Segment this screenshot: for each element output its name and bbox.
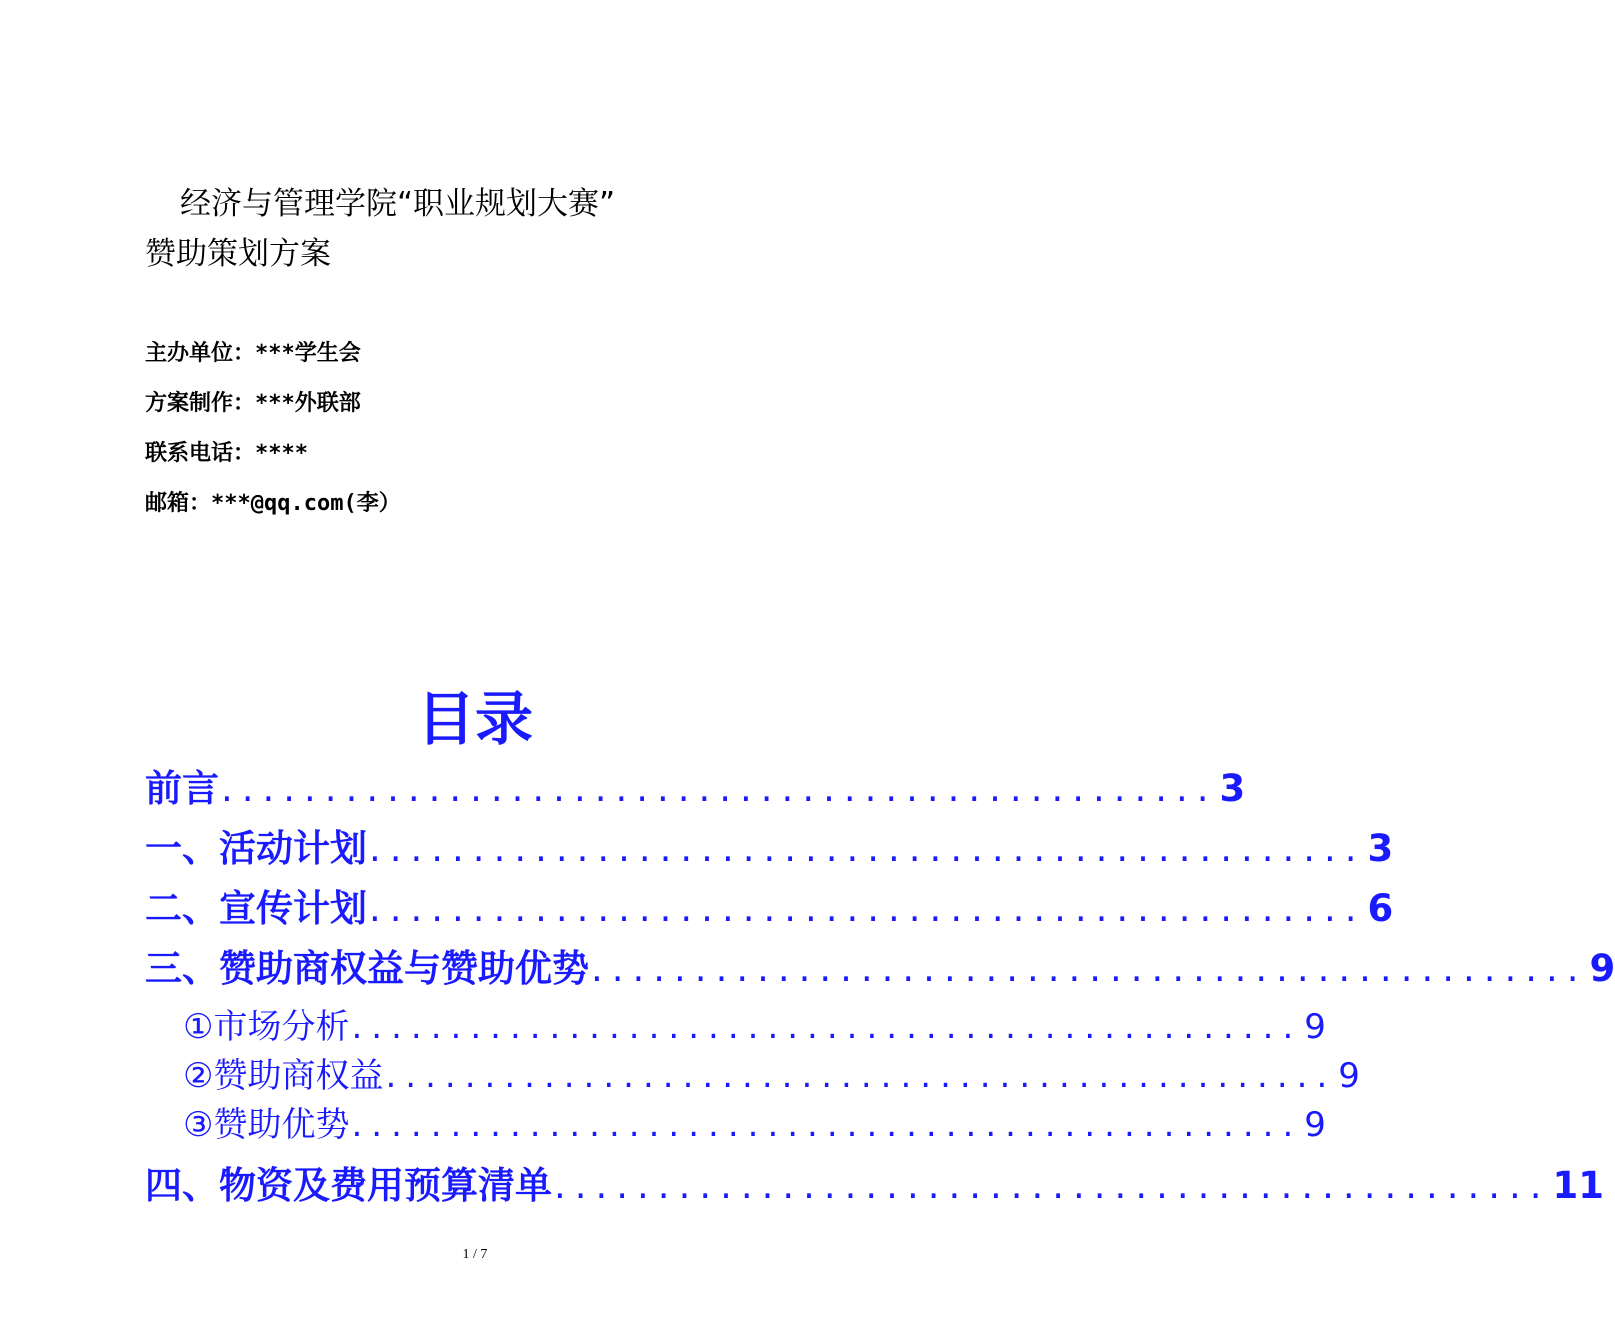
toc-entry-text: 三、赞助商权益与赞助优势 — [145, 947, 589, 990]
toc-entry-text: 二、宣传计划 — [145, 887, 367, 930]
toc-entry-text: 一、活动计划 — [145, 827, 367, 870]
toc-entry-budget-list[interactable] — [145, 1155, 1605, 1209]
info-producer-value: ***外联部 — [255, 391, 361, 416]
toc-entry-page: 11 — [1552, 1164, 1605, 1207]
toc-entry-market-analysis[interactable] — [183, 999, 1326, 1048]
document-title-line2: 赞助策划方案 — [145, 236, 331, 272]
info-phone-label: 联系电话： — [145, 441, 256, 466]
toc-entry-page: 3 — [1367, 827, 1394, 870]
toc-leader-dots: ................................................ — [351, 1105, 1303, 1145]
info-phone — [145, 436, 308, 467]
info-email-value: ***@qq.com(李） — [211, 491, 401, 516]
info-email — [145, 486, 401, 517]
toc-entry-sponsor-rights[interactable] — [145, 938, 1615, 992]
toc-entry-text: ①市场分析 — [183, 1007, 350, 1047]
toc-leader-dots: ................................................ — [554, 1164, 1551, 1207]
toc-leader-dots: ................................................ — [591, 947, 1588, 990]
info-organizer — [145, 336, 361, 367]
toc-entry-activity-plan[interactable] — [145, 818, 1394, 872]
toc-entry-sponsor-advantages[interactable] — [183, 1097, 1326, 1146]
toc-entry-publicity-plan[interactable] — [145, 878, 1394, 932]
document-title-line1: 经济与管理学院“职业规划大赛” — [180, 186, 616, 222]
toc-entry-sponsor-benefits[interactable] — [183, 1048, 1360, 1097]
info-producer-label: 方案制作： — [145, 391, 256, 416]
toc-heading: 目录 — [416, 685, 533, 753]
info-organizer-value: ***学生会 — [255, 341, 361, 366]
toc-leader-dots: ................................................ — [369, 887, 1366, 930]
toc-entry-page: 3 — [1219, 767, 1246, 810]
page-number: 1 / 7 — [462, 1247, 488, 1262]
toc-entry-page: 6 — [1367, 887, 1394, 930]
toc-entry-page: 9 — [1338, 1056, 1360, 1096]
toc-leader-dots: ................................................ — [221, 767, 1218, 810]
toc-leader-dots: ................................................ — [351, 1007, 1303, 1047]
toc-entry-text: ③赞助优势 — [183, 1105, 350, 1145]
toc-leader-dots: ................................................ — [385, 1056, 1337, 1096]
toc-entry-page: 9 — [1304, 1007, 1326, 1047]
toc-leader-dots: ................................................ — [369, 827, 1366, 870]
toc-entry-text: 前言 — [145, 767, 219, 810]
toc-entry-preface[interactable] — [145, 758, 1246, 812]
toc-entry-page: 9 — [1589, 947, 1615, 990]
toc-entry-text: 四、物资及费用预算清单 — [145, 1164, 552, 1207]
info-organizer-label: 主办单位： — [145, 341, 256, 366]
toc-entry-page: 9 — [1304, 1105, 1326, 1145]
toc-entry-text: ②赞助商权益 — [183, 1056, 384, 1096]
info-email-label: 邮箱： — [145, 491, 212, 516]
info-phone-value: **** — [255, 441, 308, 466]
info-producer — [145, 386, 361, 417]
